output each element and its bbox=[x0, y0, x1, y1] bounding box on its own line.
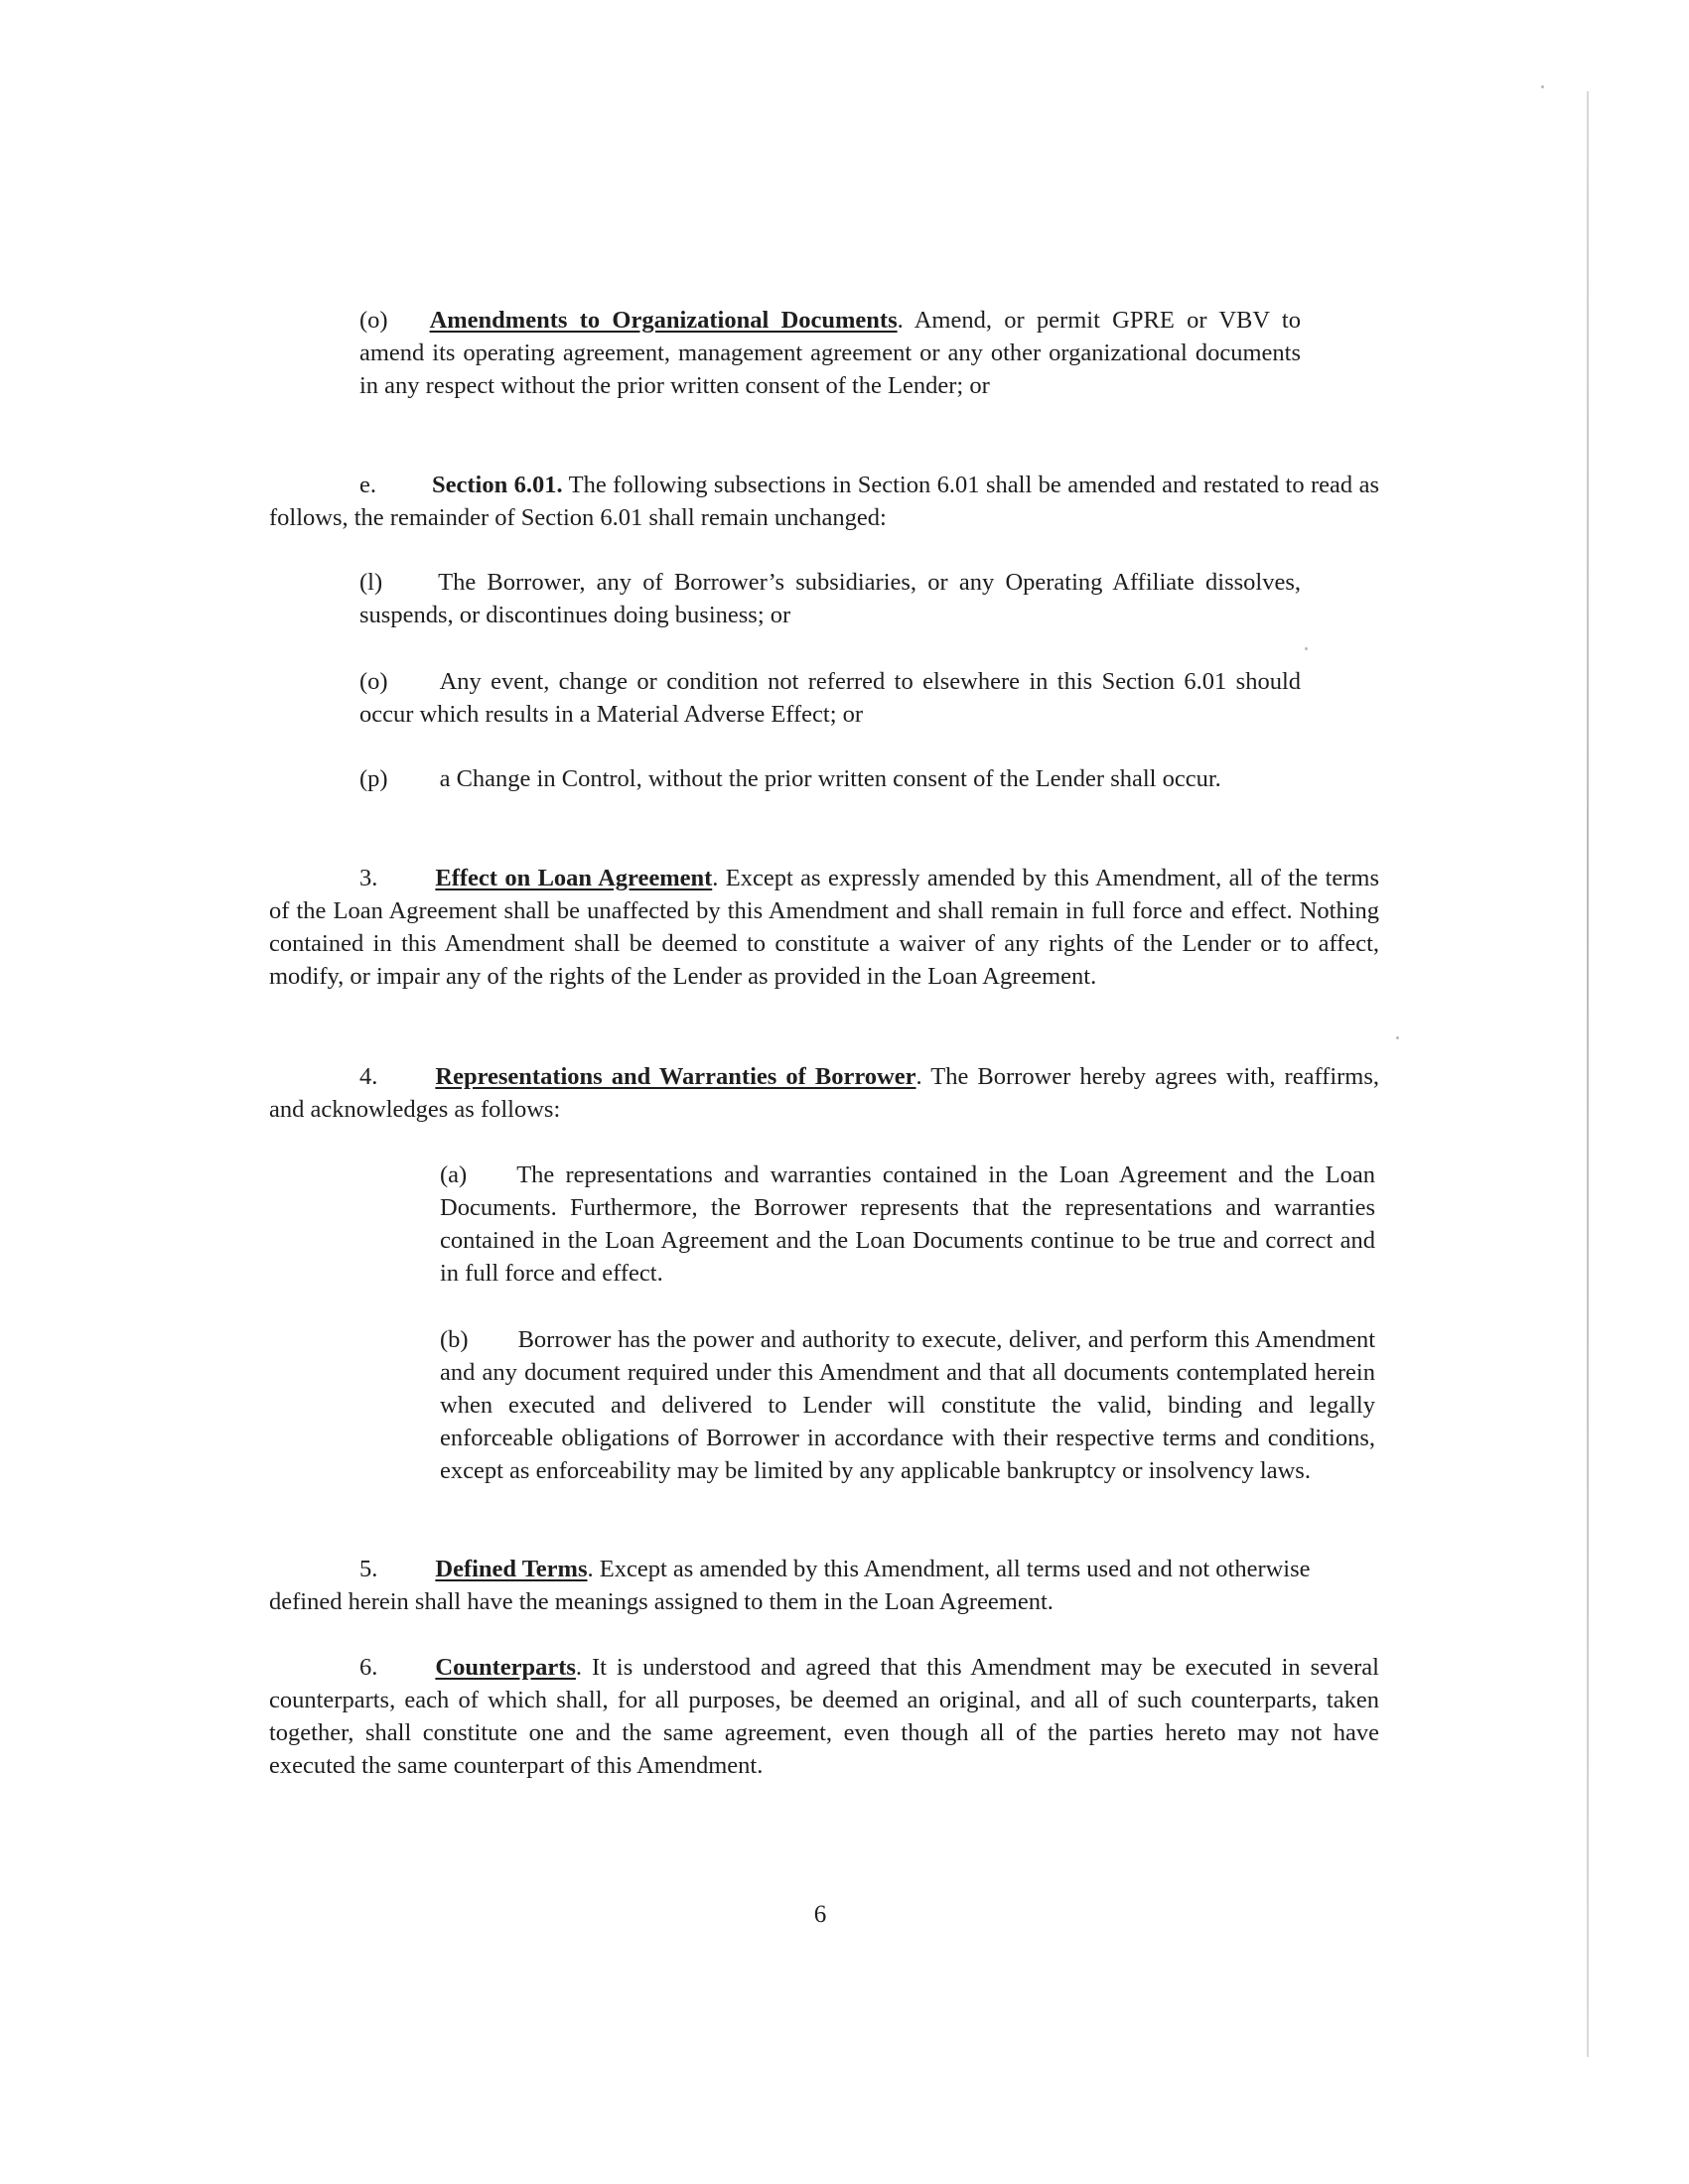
heading-punct: . bbox=[712, 865, 719, 891]
paragraph-heading: Amendments to Organizational Documents bbox=[429, 307, 898, 334]
paragraph-heading: Effect on Loan Agreement bbox=[435, 865, 713, 891]
paragraph-text: Borrower has the power and authority to execute, deliver, and perform this Amendment and any document required under this Amendment and that all documents contemplated herein when executed and delivered to Lender will constitute the valid, binding and legally enforceable obligations of Borrower in accordance with their respective terms and conditions, except as enforceability may be limited by any applicable bankruptcy or insolvency laws. bbox=[440, 1326, 1375, 1484]
scan-speck bbox=[1396, 1036, 1399, 1039]
heading-punct: . bbox=[575, 1654, 583, 1681]
paragraph-text: Any event, change or condition not referred to elsewhere in this Section 6.01 should occur which results in a Material Adverse Effect; or bbox=[359, 668, 1301, 728]
paragraph-p-change bbox=[359, 762, 1301, 795]
paragraph-text: Except as amended by this Amendment, all terms used and not otherwise defined herein shall have the meanings assigned to them in the Loan Agreement. bbox=[269, 1556, 1311, 1615]
paragraph-4a bbox=[440, 1159, 1375, 1290]
paragraph-text: The representations and warranties contained in the Loan Agreement and the Loan Documents. Furthermore, the Borrower represents that the representations and warranties contained in the Loan Agreement and the Loan Documents continue to be true and correct and in full force and effect. bbox=[440, 1161, 1375, 1287]
heading-punct: . bbox=[915, 1063, 922, 1090]
paragraph-o-amendments bbox=[359, 304, 1301, 402]
paragraph-text: Amend, or permit GPRE or VBV to amend its operating agreement, management agreement or any other organizational documents in any respect without the prior written consent of the Lender; or bbox=[359, 307, 1301, 399]
paragraph-label: (b) bbox=[440, 1326, 469, 1353]
paragraph-label: 6. bbox=[359, 1654, 378, 1681]
paragraph-text: The Borrower hereby agrees with, reaffirms, and acknowledges as follows: bbox=[269, 1063, 1379, 1123]
paragraph-section-3 bbox=[269, 862, 1379, 993]
paragraph-text: The following subsections in Section 6.01 shall be amended and restated to read as follows, the remainder of Section 6.01 shall remain unchanged: bbox=[269, 472, 1380, 531]
paragraph-l-dissolves bbox=[359, 566, 1301, 631]
paragraph-label: (a) bbox=[440, 1161, 468, 1188]
heading-punct: . bbox=[587, 1556, 594, 1582]
paragraph-text: Except as expressly amended by this Amendment, all of the terms of the Loan Agreement shall be unaffected by this Amendment and shall remain in full force and effect. Nothing contained in this Amendment shall be deemed to constitute a waiver of any rights of the Lender or to affect, modify, or impair any of the rights of the Lender as provided in the Loan Agreement. bbox=[269, 865, 1379, 990]
paragraph-e-section bbox=[269, 469, 1379, 534]
paragraph-heading: Section 6.01. bbox=[432, 472, 563, 498]
paragraph-4b bbox=[440, 1323, 1375, 1487]
scan-edge-line bbox=[1587, 91, 1589, 2057]
paragraph-o-event bbox=[359, 665, 1301, 731]
paragraph-label: 5. bbox=[359, 1556, 378, 1582]
paragraph-text: a Change in Control, without the prior written consent of the Lender shall occur. bbox=[439, 765, 1221, 792]
paragraph-section-6 bbox=[269, 1651, 1379, 1782]
paragraph-heading: Counterparts bbox=[435, 1654, 576, 1681]
paragraph-heading: Defined Terms bbox=[435, 1556, 588, 1582]
paragraph-label: (o) bbox=[359, 668, 388, 695]
paragraph-label: (o) bbox=[359, 307, 388, 334]
paragraph-section-4 bbox=[269, 1060, 1379, 1126]
paragraph-label: (p) bbox=[359, 765, 388, 792]
scan-speck bbox=[1305, 647, 1308, 650]
paragraph-text: The Borrower, any of Borrower’s subsidiaries, or any Operating Affiliate dissolves, suspends, or discontinues doing business; or bbox=[359, 569, 1301, 628]
paragraph-label: 4. bbox=[359, 1063, 378, 1090]
paragraph-text: It is understood and agreed that this Amendment may be executed in several counterparts, each of which shall, for all purposes, be deemed an original, and all of such counterparts, taken together, shall constitute one and the same agreement, even though all of the parties hereto may not have executed the same counterpart of this Amendment. bbox=[269, 1654, 1379, 1779]
scan-speck bbox=[1541, 85, 1544, 88]
heading-punct: . bbox=[897, 307, 904, 334]
paragraph-label: (l) bbox=[359, 569, 383, 596]
page-number: 6 bbox=[813, 1901, 827, 1928]
paragraph-label: 3. bbox=[359, 865, 378, 891]
paragraph-section-5 bbox=[269, 1553, 1379, 1618]
paragraph-heading: Representations and Warranties of Borrower bbox=[435, 1063, 916, 1090]
paragraph-label: e. bbox=[359, 472, 376, 498]
